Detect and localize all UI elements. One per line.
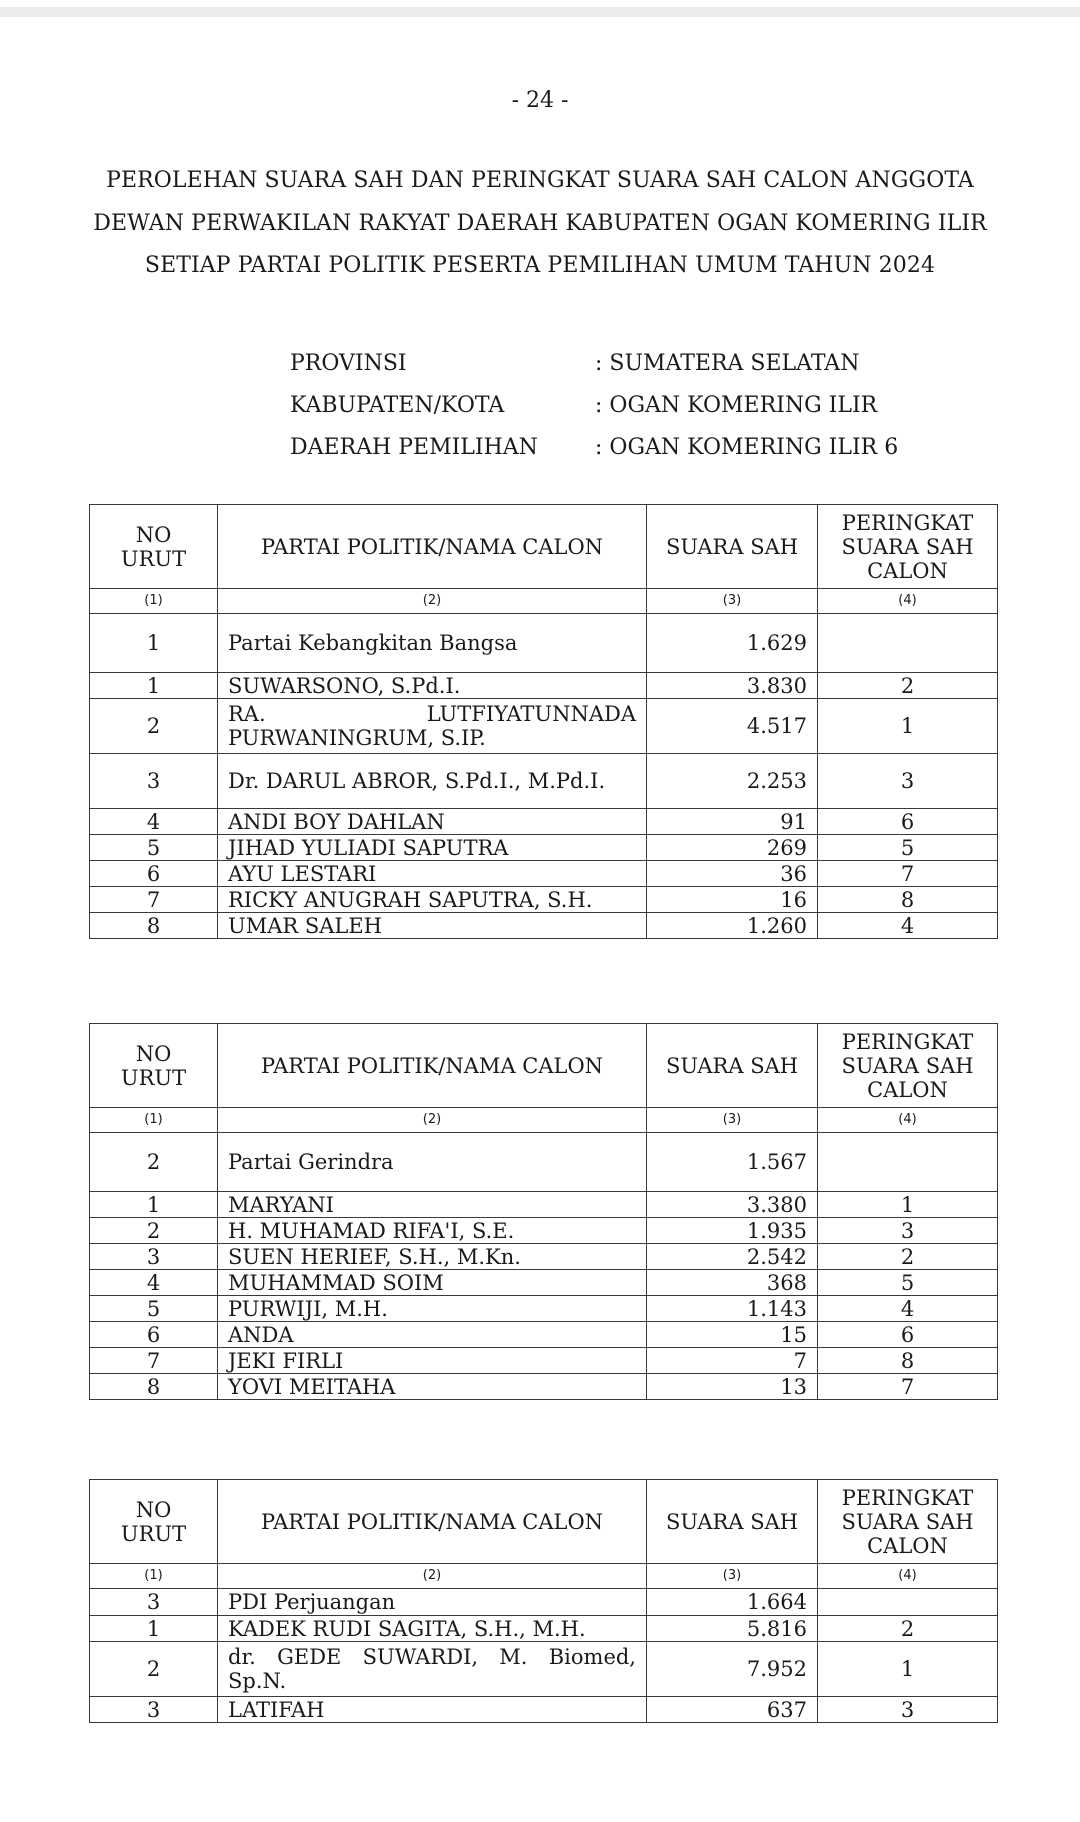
candidate-no: 3 xyxy=(90,754,218,809)
candidate-row xyxy=(90,887,998,913)
header-text: PERINGKAT xyxy=(841,1485,974,1510)
header-suara-sah: SUARA SAH xyxy=(647,505,818,589)
candidate-name: RA. LUTFIYATUNNADA PURWANINGRUM, S.IP. xyxy=(218,699,647,754)
header-text: NO xyxy=(135,1497,172,1522)
candidate-row xyxy=(90,835,998,861)
candidate-votes: 4.517 xyxy=(647,699,818,754)
header-no-urut xyxy=(90,1024,218,1108)
candidate-rank: 2 xyxy=(818,1244,998,1270)
vote-table-1 xyxy=(89,504,998,939)
candidate-votes: 3.830 xyxy=(647,673,818,699)
candidate-rank: 7 xyxy=(818,1374,998,1400)
party-row xyxy=(90,614,998,673)
candidate-rank: 3 xyxy=(818,1218,998,1244)
header-text: CALON xyxy=(867,558,948,583)
candidate-no: 1 xyxy=(90,1192,218,1218)
header-text: CALON xyxy=(867,1077,948,1102)
candidate-no: 1 xyxy=(90,673,218,699)
header-text: PERINGKAT xyxy=(841,1029,974,1054)
candidate-rank: 2 xyxy=(818,1616,998,1642)
header-text: SUARA SAH xyxy=(841,1053,974,1078)
party-no: 1 xyxy=(90,614,218,673)
candidate-votes: 2.542 xyxy=(647,1244,818,1270)
candidate-no: 2 xyxy=(90,1218,218,1244)
candidate-name: SUWARSONO, S.Pd.I. xyxy=(218,673,647,699)
vote-table-3 xyxy=(89,1479,998,1723)
table-header-row xyxy=(90,1024,998,1108)
party-no: 2 xyxy=(90,1133,218,1192)
party-rank xyxy=(818,1589,998,1616)
column-number: (3) xyxy=(647,1564,818,1589)
column-number: (2) xyxy=(218,1108,647,1133)
party-name: Partai Gerindra xyxy=(218,1133,647,1192)
column-number-row xyxy=(90,1108,998,1133)
info-label: PROVINSI xyxy=(290,351,407,376)
header-peringkat xyxy=(818,505,998,589)
candidate-no: 6 xyxy=(90,861,218,887)
candidate-rank: 1 xyxy=(818,1642,998,1697)
page-number: - 24 - xyxy=(511,88,569,113)
candidate-no: 4 xyxy=(90,809,218,835)
candidate-name: SUEN HERIEF, S.H., M.Kn. xyxy=(218,1244,647,1270)
party-name: Partai Kebangkitan Bangsa xyxy=(218,614,647,673)
header-text: URUT xyxy=(120,546,187,571)
candidate-row xyxy=(90,1616,998,1642)
candidate-votes: 7 xyxy=(647,1348,818,1374)
candidate-row xyxy=(90,673,998,699)
header-text: NO xyxy=(135,522,172,547)
candidate-name: MARYANI xyxy=(218,1192,647,1218)
header-text: URUT xyxy=(120,1521,187,1546)
candidate-name: JEKI FIRLI xyxy=(218,1348,647,1374)
column-number-row xyxy=(90,1564,998,1589)
candidate-votes: 91 xyxy=(647,809,818,835)
header-text: NO xyxy=(135,1041,172,1066)
candidate-no: 3 xyxy=(90,1697,218,1723)
candidate-row xyxy=(90,1296,998,1322)
party-rank xyxy=(818,1133,998,1192)
candidate-row xyxy=(90,1374,998,1400)
top-scroll-bar xyxy=(0,7,1080,17)
candidate-rank: 1 xyxy=(818,1192,998,1218)
candidate-row xyxy=(90,1270,998,1296)
column-number: (4) xyxy=(818,1108,998,1133)
candidate-votes: 15 xyxy=(647,1322,818,1348)
party-row xyxy=(90,1133,998,1192)
candidate-row xyxy=(90,1348,998,1374)
candidate-no: 8 xyxy=(90,913,218,939)
candidate-name: RICKY ANUGRAH SAPUTRA, S.H. xyxy=(218,887,647,913)
candidate-no: 2 xyxy=(90,1642,218,1697)
column-number: (1) xyxy=(90,589,218,614)
candidate-name: AYU LESTARI xyxy=(218,861,647,887)
candidate-no: 5 xyxy=(90,1296,218,1322)
candidate-votes: 36 xyxy=(647,861,818,887)
candidate-no: 1 xyxy=(90,1616,218,1642)
candidate-votes: 637 xyxy=(647,1697,818,1723)
info-value: : SUMATERA SELATAN xyxy=(595,351,860,376)
candidate-row xyxy=(90,913,998,939)
header-text: URUT xyxy=(120,1065,187,1090)
candidate-row xyxy=(90,1218,998,1244)
document-title xyxy=(0,160,1080,288)
header-text: CALON xyxy=(867,1533,948,1558)
region-info xyxy=(290,343,898,469)
header-no-urut xyxy=(90,1480,218,1564)
candidate-votes: 3.380 xyxy=(647,1192,818,1218)
candidate-votes: 7.952 xyxy=(647,1642,818,1697)
candidate-name: ANDI BOY DAHLAN xyxy=(218,809,647,835)
candidate-name: Dr. DARUL ABROR, S.Pd.I., M.Pd.I. xyxy=(218,754,647,809)
candidate-no: 7 xyxy=(90,887,218,913)
info-row-provinsi xyxy=(290,343,898,385)
title-line: SETIAP PARTAI POLITIK PESERTA PEMILIHAN UMUM TAHUN 2024 xyxy=(144,253,936,278)
candidate-votes: 2.253 xyxy=(647,754,818,809)
header-suara-sah: SUARA SAH xyxy=(647,1480,818,1564)
title-line: PEROLEHAN SUARA SAH DAN PERINGKAT SUARA SAH CALON ANGGOTA xyxy=(106,168,974,193)
candidate-rank: 3 xyxy=(818,754,998,809)
candidate-row xyxy=(90,809,998,835)
column-number: (3) xyxy=(647,1108,818,1133)
candidate-rank: 7 xyxy=(818,861,998,887)
candidate-rank: 6 xyxy=(818,1322,998,1348)
header-suara-sah: SUARA SAH xyxy=(647,1024,818,1108)
candidate-no: 7 xyxy=(90,1348,218,1374)
candidate-no: 2 xyxy=(90,699,218,754)
party-no: 3 xyxy=(90,1589,218,1616)
candidate-votes: 1.260 xyxy=(647,913,818,939)
column-number-row xyxy=(90,589,998,614)
party-name: PDI Perjuangan xyxy=(218,1589,647,1616)
candidate-votes: 1.935 xyxy=(647,1218,818,1244)
candidate-no: 6 xyxy=(90,1322,218,1348)
candidate-name: KADEK RUDI SAGITA, S.H., M.H. xyxy=(218,1616,647,1642)
party-votes: 1.567 xyxy=(647,1133,818,1192)
candidate-rank: 4 xyxy=(818,1296,998,1322)
party-votes: 1.664 xyxy=(647,1589,818,1616)
vote-table-2 xyxy=(89,1023,998,1400)
candidate-row xyxy=(90,699,998,754)
info-row-dapil xyxy=(290,427,898,469)
candidate-row xyxy=(90,1192,998,1218)
title-line: DEWAN PERWAKILAN RAKYAT DAERAH KABUPATEN OGAN KOMERING ILIR xyxy=(93,210,987,236)
column-number: (1) xyxy=(90,1108,218,1133)
candidate-rank: 8 xyxy=(818,887,998,913)
candidate-name: dr. GEDE SUWARDI, M. Biomed, Sp.N. xyxy=(218,1642,647,1697)
candidate-rank: 8 xyxy=(818,1348,998,1374)
candidate-no: 3 xyxy=(90,1244,218,1270)
candidate-rank: 5 xyxy=(818,835,998,861)
candidate-row xyxy=(90,754,998,809)
header-peringkat xyxy=(818,1024,998,1108)
party-rank xyxy=(818,614,998,673)
candidate-votes: 1.143 xyxy=(647,1296,818,1322)
candidate-row xyxy=(90,1322,998,1348)
column-number: (2) xyxy=(218,1564,647,1589)
info-label: KABUPATEN/KOTA xyxy=(290,393,505,418)
header-partai: PARTAI POLITIK/NAMA CALON xyxy=(218,1024,647,1108)
candidate-no: 8 xyxy=(90,1374,218,1400)
header-peringkat xyxy=(818,1480,998,1564)
info-value: : OGAN KOMERING ILIR 6 xyxy=(595,435,899,460)
column-number: (1) xyxy=(90,1564,218,1589)
candidate-name: LATIFAH xyxy=(218,1697,647,1723)
header-partai: PARTAI POLITIK/NAMA CALON xyxy=(218,1480,647,1564)
candidate-no: 5 xyxy=(90,835,218,861)
candidate-rank: 4 xyxy=(818,913,998,939)
candidate-rank: 1 xyxy=(818,699,998,754)
column-number: (4) xyxy=(818,589,998,614)
candidate-rank: 5 xyxy=(818,1270,998,1296)
party-row xyxy=(90,1589,998,1616)
candidate-votes: 368 xyxy=(647,1270,818,1296)
candidate-row xyxy=(90,1642,998,1697)
info-row-kabupaten xyxy=(290,385,898,427)
candidate-row xyxy=(90,1244,998,1270)
candidate-rank: 3 xyxy=(818,1697,998,1723)
info-label: DAERAH PEMILIHAN xyxy=(290,435,538,460)
column-number: (3) xyxy=(647,589,818,614)
candidate-name: H. MUHAMAD RIFA'I, S.E. xyxy=(218,1218,647,1244)
candidate-votes: 13 xyxy=(647,1374,818,1400)
info-value: : OGAN KOMERING ILIR xyxy=(595,393,878,418)
header-partai: PARTAI POLITIK/NAMA CALON xyxy=(218,505,647,589)
table-header-row xyxy=(90,505,998,589)
candidate-name: UMAR SALEH xyxy=(218,913,647,939)
column-number: (2) xyxy=(218,589,647,614)
party-votes: 1.629 xyxy=(647,614,818,673)
candidate-name: MUHAMMAD SOIM xyxy=(218,1270,647,1296)
table-header-row xyxy=(90,1480,998,1564)
header-text: SUARA SAH xyxy=(841,534,974,559)
candidate-row xyxy=(90,861,998,887)
candidate-no: 4 xyxy=(90,1270,218,1296)
candidate-name: ANDA xyxy=(218,1322,647,1348)
header-text: PERINGKAT xyxy=(841,510,974,535)
candidate-rank: 6 xyxy=(818,809,998,835)
candidate-name: PURWIJI, M.H. xyxy=(218,1296,647,1322)
candidate-name: YOVI MEITAHA xyxy=(218,1374,647,1400)
candidate-row xyxy=(90,1697,998,1723)
candidate-name: JIHAD YULIADI SAPUTRA xyxy=(218,835,647,861)
header-text: SUARA SAH xyxy=(841,1509,974,1534)
candidate-votes: 16 xyxy=(647,887,818,913)
candidate-votes: 5.816 xyxy=(647,1616,818,1642)
header-no-urut xyxy=(90,505,218,589)
candidate-votes: 269 xyxy=(647,835,818,861)
column-number: (4) xyxy=(818,1564,998,1589)
candidate-rank: 2 xyxy=(818,673,998,699)
